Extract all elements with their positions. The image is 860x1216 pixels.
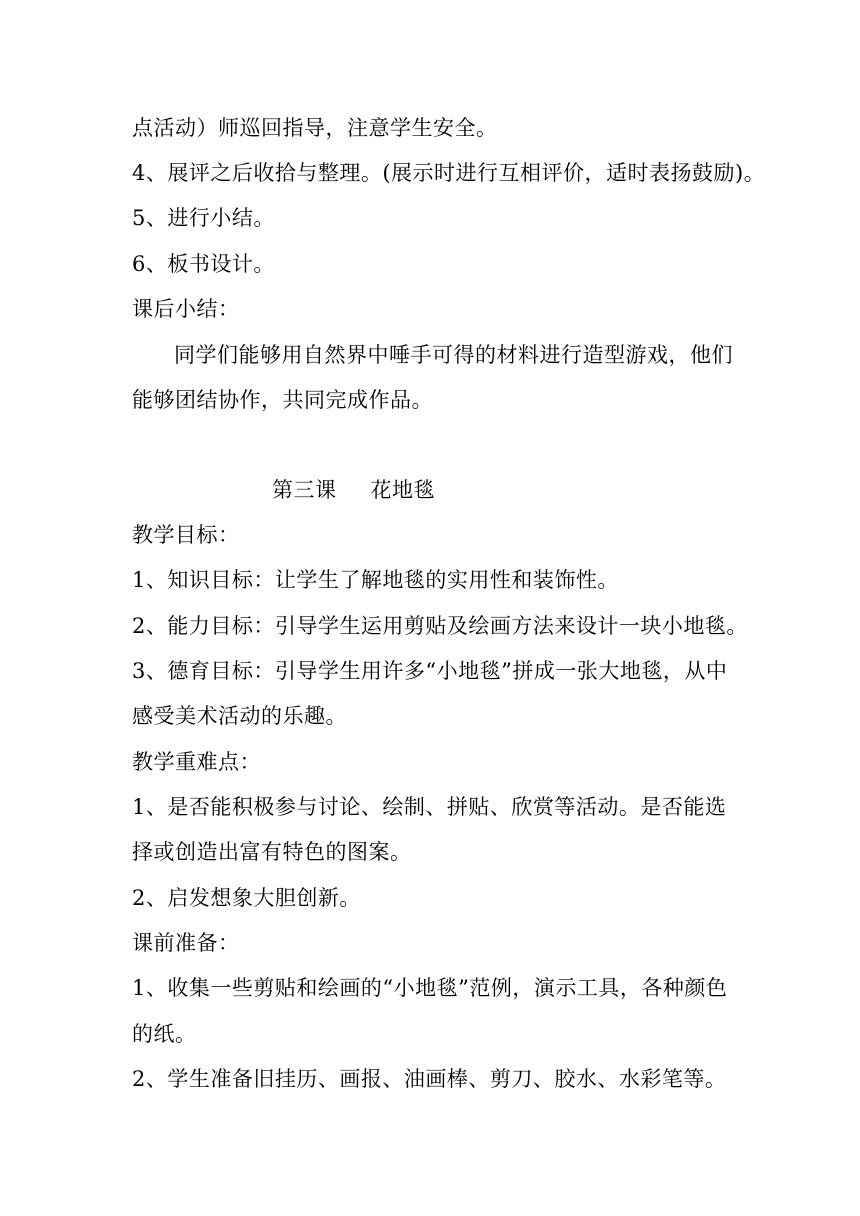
text-line: 3、德育目标：引导学生用许多“小地毯”拼成一张大地毯，从中 xyxy=(132,659,728,683)
text-line: 1、收集一些剪贴和绘画的“小地毯”范例，演示工具，各种颜色 xyxy=(132,976,728,1000)
lesson-name: 花地毯 xyxy=(370,478,435,502)
text-line: 1、是否能积极参与讨论、绘制、拼贴、欣赏等活动。是否能选 xyxy=(132,795,727,819)
text-line: 2、能力目标：引导学生运用剪贴及绘画方法来设计一块小地毯。 xyxy=(132,614,748,638)
section-heading: 教学目标： xyxy=(132,523,240,547)
text-line: 1、知识目标：让学生了解地毯的实用性和装饰性。 xyxy=(132,568,619,592)
lesson-number: 第三课 xyxy=(272,478,337,502)
section-heading: 课前准备： xyxy=(132,931,240,955)
text-line: 点活动）师巡回指导，注意学生安全。 xyxy=(132,116,498,140)
text-line: 感受美术活动的乐趣。 xyxy=(132,704,347,728)
summary-paragraph-line: 同学们能够用自然界中唾手可得的材料进行造型游戏，他们 xyxy=(174,343,733,367)
text-line: 4、展评之后收拾与整理。(展示时进行互相评价，适时表扬鼓励)。 xyxy=(132,161,766,185)
text-line: 的纸。 xyxy=(132,1022,197,1046)
text-line: 2、学生准备旧挂历、画报、油画棒、剪刀、胶水、水彩笔等。 xyxy=(132,1067,727,1091)
section-heading: 教学重难点： xyxy=(132,750,261,774)
summary-paragraph-line: 能够团结协作，共同完成作品。 xyxy=(132,388,433,412)
text-line: 2、启发想象大胆创新。 xyxy=(132,886,361,910)
text-line: 择或创造出富有特色的图案。 xyxy=(132,840,412,864)
lesson-title xyxy=(272,476,435,504)
text-line: 6、板书设计。 xyxy=(132,252,275,276)
text-line: 5、进行小结。 xyxy=(132,206,275,230)
section-heading: 课后小结： xyxy=(132,297,240,321)
